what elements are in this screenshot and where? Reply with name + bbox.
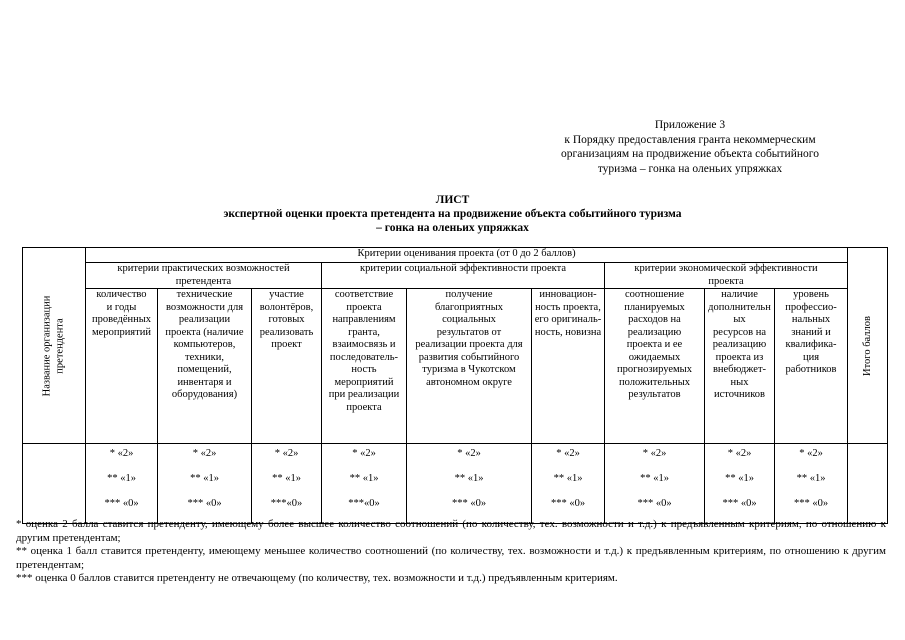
cell-line: ность <box>351 364 377 375</box>
footnote: * оценка 2 балла ставится претенденту, имеющему более высшее количество соотношений (по количеству, тех. возможности и т.д.) к предъявленным критериям, по отношению к другим претендентам; <box>16 518 886 544</box>
appendix-line: туризма – гонка на оленьих упряжках <box>597 162 783 175</box>
criterion-header <box>158 289 252 444</box>
cell-line: возможности для <box>165 301 244 313</box>
cell-line: социальных <box>442 314 496 325</box>
cell-line: * «2» <box>192 448 217 459</box>
score-cell[interactable] <box>705 444 775 524</box>
criterion-header <box>252 289 322 444</box>
cell-line: * «2» <box>642 448 667 459</box>
cell-line: волонтёров, <box>259 301 314 313</box>
cell-line: положительных <box>618 376 691 388</box>
cell-line: направлениям <box>332 314 396 325</box>
cell-line: работников <box>785 364 837 375</box>
cell-line: знаний и <box>791 326 831 338</box>
cell-line: прогнозируемых <box>617 364 692 375</box>
cell-line: ***«0» <box>270 498 303 509</box>
appendix-line: организациям на продвижение объекта событийного <box>561 148 819 160</box>
cell-line: техники, <box>185 351 224 363</box>
cell-line: *** «0» <box>451 498 487 509</box>
cell-line: дополнительн <box>708 301 771 313</box>
cell-line: *** «0» <box>104 498 139 509</box>
group-header-social: критерии социальной эффективности проекта <box>322 263 605 289</box>
cell-line: ** «1» <box>454 473 484 484</box>
cell-line: мероприятий <box>334 376 394 388</box>
cell-line: ожидаемых <box>628 351 681 363</box>
cell-line: соотношение <box>624 289 685 300</box>
total-header <box>848 248 888 444</box>
org-name-header-text: Название организации претендента <box>41 295 65 396</box>
cell-line: *** «0» <box>187 498 222 509</box>
cell-line: помещений, <box>177 364 232 375</box>
cell-line: технические <box>176 289 233 300</box>
cell-line: туризма в Чукотском <box>422 364 516 375</box>
cell-line: внебюджет- <box>712 364 767 375</box>
appendix-header <box>520 118 860 176</box>
cell-line: уровень <box>793 289 829 300</box>
cell-line: проведённых <box>91 314 152 325</box>
cell-line: * «2» <box>109 448 134 459</box>
cell-line: расходов на <box>628 314 681 325</box>
cell-line: соответствие <box>334 289 394 300</box>
cell-line: проекта <box>346 301 382 313</box>
cell-line: компьютеров, <box>173 339 236 350</box>
cell-line: инновацион- <box>539 289 597 300</box>
footnotes <box>16 518 886 586</box>
score-cell[interactable] <box>252 444 322 524</box>
cell-line: * «2» <box>556 448 580 459</box>
score-cell[interactable] <box>322 444 407 524</box>
appendix-line: к Порядку предоставления гранта некоммерческим <box>564 133 816 146</box>
cell-line: * «2» <box>274 448 299 459</box>
cell-line: наличие <box>721 289 758 300</box>
cell-line: ных <box>730 376 749 388</box>
cell-line: проекта (наличие <box>165 326 244 338</box>
cell-line: благоприятных <box>434 301 504 313</box>
cell-line: * «2» <box>457 448 481 459</box>
cell-line: и годы <box>106 301 137 313</box>
cell-line: ** «1» <box>190 473 219 484</box>
cell-line: при реализации <box>328 389 400 400</box>
cell-line: ность проекта, <box>535 301 601 313</box>
cell-line: результатов от <box>436 326 502 338</box>
score-cell[interactable] <box>158 444 252 524</box>
title-line: – гонка на оленьих упряжках <box>376 222 529 234</box>
title-line: экспертной оценки проекта претендента на продвижение объекта событийного туризма <box>223 208 682 220</box>
cell-line: развития событийного <box>418 351 520 363</box>
cell-line: планируемых <box>624 301 685 313</box>
cell-line: ** «1» <box>553 473 583 484</box>
cell-line: ** «1» <box>640 473 669 484</box>
cell-line: реализации проекта для <box>415 339 523 350</box>
cell-line: взаимосвязь и <box>332 339 396 350</box>
cell-line: реализации <box>178 314 231 325</box>
title-line: ЛИСТ <box>435 194 470 206</box>
evaluation-table <box>22 247 888 524</box>
criterion-header <box>532 289 605 444</box>
criterion-header <box>86 289 158 444</box>
cell-line: результатов <box>628 389 681 400</box>
org-name-header <box>23 248 86 444</box>
cell-line: участие <box>269 289 304 300</box>
cell-line: ых <box>733 314 746 325</box>
cell-line: проекта и ее <box>626 339 683 350</box>
group-header-practical: критерии практических возможностей претендента <box>86 263 322 289</box>
cell-line: ** «1» <box>725 473 754 484</box>
cell-line: ** «1» <box>349 473 379 484</box>
cell-line: *** «0» <box>637 498 672 509</box>
document-title <box>0 193 905 235</box>
total-cell[interactable] <box>848 444 888 524</box>
cell-line: проект <box>271 339 302 350</box>
criteria-columns-row <box>23 289 888 444</box>
cell-line: ** «1» <box>107 473 136 484</box>
criterion-header <box>407 289 532 444</box>
cell-line: последователь- <box>329 351 399 363</box>
cell-line: количество <box>96 289 147 300</box>
cell-line: профессио- <box>785 301 837 313</box>
criterion-header <box>605 289 705 444</box>
cell-line: ** «1» <box>272 473 301 484</box>
cell-line: гранта, <box>348 326 380 338</box>
score-cell[interactable] <box>605 444 705 524</box>
cell-line: ность, новизна <box>534 326 602 338</box>
score-cell[interactable] <box>86 444 158 524</box>
cell-line: реализацию <box>712 339 767 350</box>
cell-line: ресурсов на <box>713 326 766 338</box>
footnote: ** оценка 1 балл ставится претенденту, имеющему меньшее количество соотношений (по количеству, тех. возможности и т.д.) к предъявленным критериям, по отношению к другим претендентам; <box>16 545 886 571</box>
criterion-header <box>775 289 848 444</box>
appendix-line: Приложение 3 <box>654 119 726 131</box>
cell-line: его оригиналь- <box>534 314 602 325</box>
total-header-text: Итого баллов <box>861 315 873 376</box>
cell-line: квалифика- <box>785 339 837 350</box>
cell-line: получение <box>445 289 493 300</box>
footnote: *** оценка 0 баллов ставится претенденту не отвечающему (по количеству, тех. возможности и т.д.) предъявленным критериям. <box>16 572 618 584</box>
cell-line: *** «0» <box>550 498 586 509</box>
cell-line: ***«0» <box>348 498 380 509</box>
cell-line: ** «1» <box>796 473 826 484</box>
cell-line: автономном округе <box>426 376 512 388</box>
cell-line: готовых <box>268 314 305 325</box>
cell-line: оборудования) <box>171 389 238 400</box>
score-cell[interactable] <box>532 444 605 524</box>
cell-line: источников <box>713 389 765 400</box>
score-row <box>23 444 888 524</box>
criteria-header: Критерии оценивания проекта (от 0 до 2 баллов) <box>86 248 848 263</box>
cell-line: проекта из <box>715 351 764 363</box>
cell-line: ция <box>802 351 820 363</box>
cell-line: нальных <box>791 314 831 325</box>
cell-line: * «2» <box>727 448 752 459</box>
cell-line: *** «0» <box>793 498 829 509</box>
cell-line: * «2» <box>799 448 823 459</box>
cell-line: проекта <box>346 401 382 413</box>
cell-line: реализацию <box>627 326 682 338</box>
score-cell[interactable] <box>407 444 532 524</box>
score-cell[interactable] <box>775 444 848 524</box>
criterion-header <box>322 289 407 444</box>
group-header-economic: критерии экономической эффективности проекта <box>605 263 848 289</box>
org-name-cell[interactable] <box>23 444 86 524</box>
cell-line: * «2» <box>352 448 376 459</box>
cell-line: реализовать <box>259 326 314 338</box>
cell-line: инвентаря и <box>177 376 232 388</box>
cell-line: мероприятий <box>92 326 151 338</box>
cell-line: *** «0» <box>722 498 757 509</box>
criterion-header <box>705 289 775 444</box>
